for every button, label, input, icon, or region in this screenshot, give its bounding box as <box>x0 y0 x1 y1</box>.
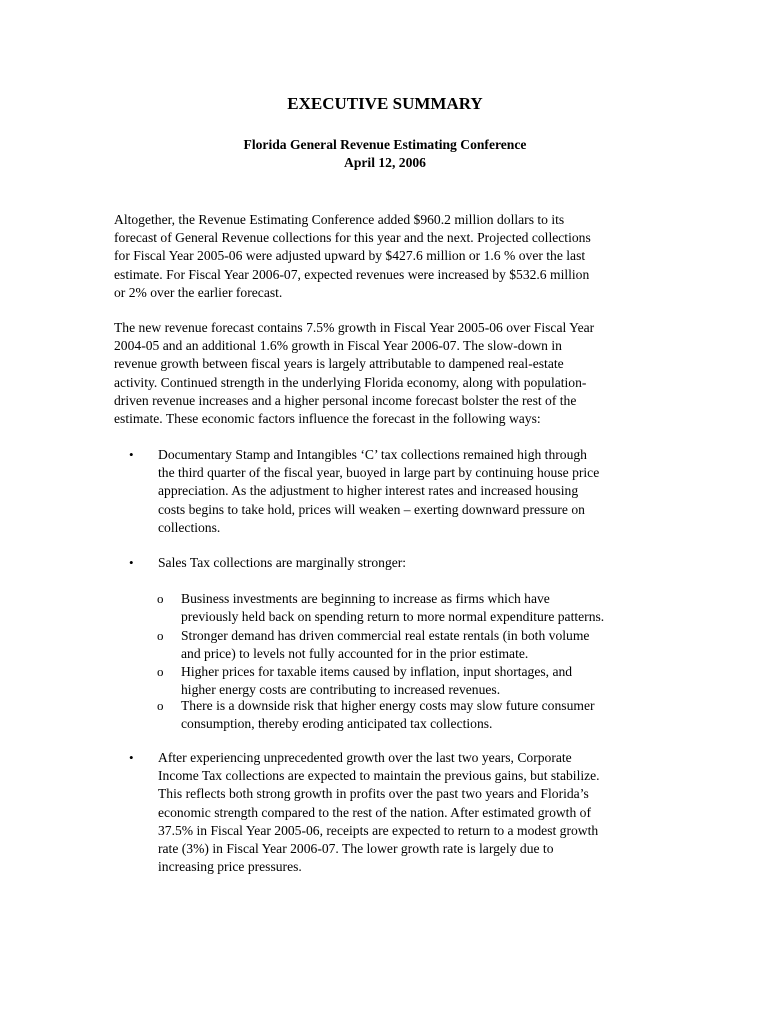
sub-bullet-text <box>181 697 671 733</box>
paragraph-line: or 2% over the earlier forecast. <box>114 284 283 300</box>
sub-bullet-line: There is a downside risk that higher energy costs may slow future consumer <box>181 698 595 713</box>
bullet-line: the third quarter of the fiscal year, buoyed in large part by continuing house price <box>158 465 600 481</box>
sub-bullet-icon: o <box>157 591 164 606</box>
page-title: EXECUTIVE SUMMARY <box>287 94 483 113</box>
bullet-text <box>158 749 668 876</box>
sub-bullet-line: and price) to levels not fully accounted for in the prior estimate. <box>181 646 529 662</box>
bullet-line: After experiencing unprecedented growth over the last two years, Corporate <box>158 750 572 765</box>
sub-bullet-icon: o <box>157 664 164 679</box>
sub-bullet-line: Stronger demand has driven commercial real estate rentals (in both volume <box>181 628 590 643</box>
bullet-text <box>158 446 668 537</box>
bullet-line: appreciation. As the adjustment to higher interest rates and increased housing <box>158 483 579 499</box>
sub-bullet-text <box>181 590 671 626</box>
paragraph-line: for Fiscal Year 2005-06 were adjusted upward by $427.6 million or 1.6 % over the last <box>114 248 586 264</box>
sub-bullet-line: higher energy costs are contributing to increased revenues. <box>181 682 501 698</box>
paragraph-line: revenue growth between fiscal years is largely attributable to dampened real-estate <box>114 356 564 372</box>
bullet-line: Sales Tax collections are marginally stronger: <box>158 555 407 570</box>
conference-name: Florida General Revenue Estimating Conference <box>243 137 527 152</box>
bullet-line: This reflects both strong growth in profits over the past two years and Florida’s <box>158 786 589 802</box>
paragraph-line: forecast of General Revenue collections for this year and the next. Projected collections <box>114 230 591 246</box>
paragraph-line: activity. Continued strength in the underlying Florida economy, along with population- <box>114 374 587 390</box>
bullet-line: Documentary Stamp and Intangibles ‘C’ tax collections remained high through <box>158 447 587 462</box>
sub-bullet-icon: o <box>157 628 164 643</box>
bullet-line: 37.5% in Fiscal Year 2005-06, receipts are expected to return to a modest growth <box>158 822 599 838</box>
bullet-line: costs begins to take hold, prices will weaken – exerting downward pressure on <box>158 501 585 517</box>
bullet-line: economic strength compared to the rest of the nation. After estimated growth of <box>158 804 591 820</box>
sub-bullet-text <box>181 627 671 663</box>
bullet-icon: • <box>129 447 134 462</box>
bullet-line: increasing price pressures. <box>158 859 302 875</box>
paragraph-line: driven revenue increases and a higher personal income forecast bolster the rest of the <box>114 392 577 408</box>
paragraph-line: The new revenue forecast contains 7.5% growth in Fiscal Year 2005-06 over Fiscal Year <box>114 320 595 335</box>
bullet-line: Income Tax collections are expected to maintain the previous gains, but stabilize. <box>158 768 600 784</box>
paragraph-forecast <box>114 319 664 428</box>
paragraph-summary <box>114 211 664 302</box>
conference-date: April 12, 2006 <box>344 155 426 170</box>
sub-bullet-icon: o <box>157 698 164 713</box>
sub-bullet-line: Higher prices for taxable items caused by inflation, input shortages, and <box>181 664 573 679</box>
bullet-icon: • <box>129 555 134 570</box>
sub-bullet-line: previously held back on spending return to more normal expenditure patterns. <box>181 609 605 625</box>
paragraph-line: estimate. These economic factors influence the forecast in the following ways: <box>114 411 541 427</box>
sub-bullet-line: Business investments are beginning to increase as firms which have <box>181 591 550 606</box>
paragraph-line: Altogether, the Revenue Estimating Conference added $960.2 million dollars to its <box>114 212 565 227</box>
paragraph-line: estimate. For Fiscal Year 2006-07, expected revenues were increased by $532.6 million <box>114 266 590 282</box>
bullet-line: rate (3%) in Fiscal Year 2006-07. The lower growth rate is largely due to <box>158 841 554 857</box>
paragraph-line: 2004-05 and an additional 1.6% growth in Fiscal Year 2006-07. The slow-down in <box>114 338 562 354</box>
sub-bullet-line: consumption, thereby eroding anticipated tax collections. <box>181 716 493 732</box>
bullet-line: collections. <box>158 519 221 535</box>
bullet-icon: • <box>129 750 134 765</box>
sub-bullet-text <box>181 663 671 699</box>
bullet-text <box>158 554 668 572</box>
